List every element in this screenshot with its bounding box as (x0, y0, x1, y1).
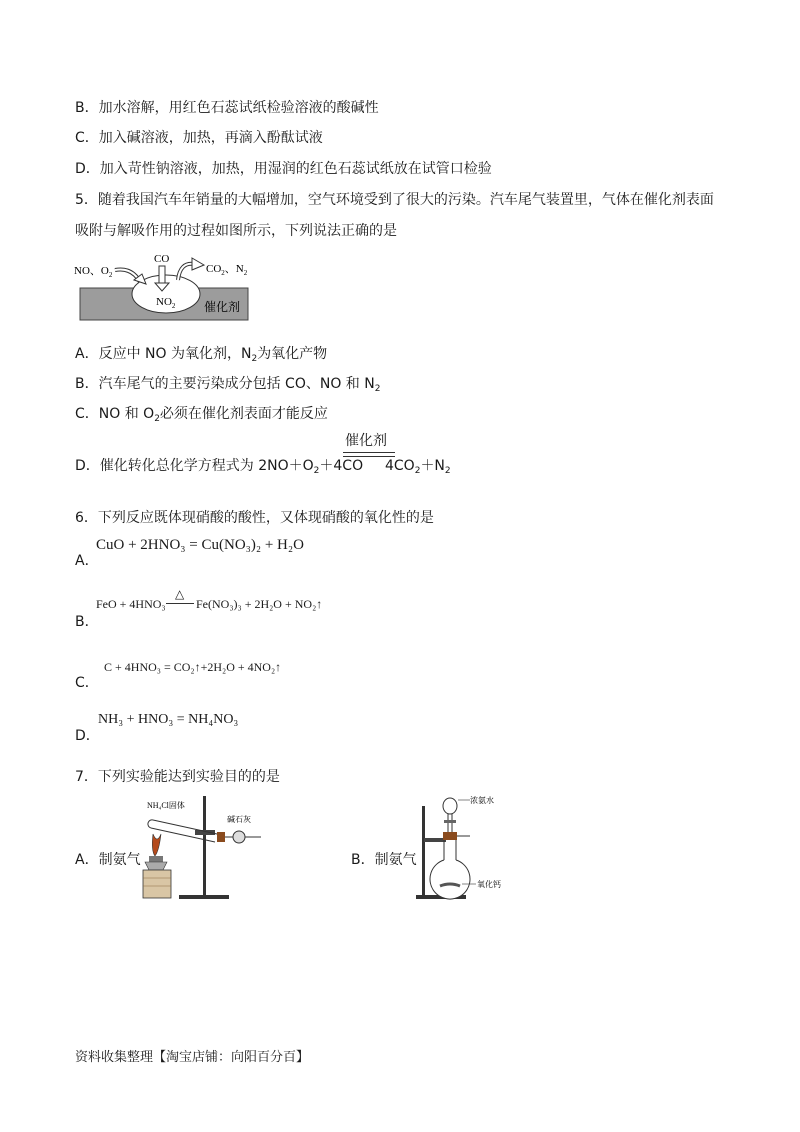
q6-option-b-lhs: FeO + 4HNO₃ (96, 597, 166, 611)
fig-adsorbed: $NO_2$ (156, 296, 176, 310)
fig-in-gas: NO、$O_2$ (74, 265, 113, 279)
q5-option-b: B．汽车尾气的主要污染成分包括 CO、NO 和 $N_2$ (75, 376, 381, 394)
q6-stem: 6．下列反应既体现硝酸的酸性，又体现硝酸的氧化性的是 (75, 510, 434, 526)
q6-option-b-line (166, 603, 194, 604)
q5-stem-line2: 吸附与解吸作用的过程如图所示，下列说法正确的是 (75, 223, 397, 239)
q6-option-c-equation: C + 4HNO₃ = CO₂↑+2H₂O + 4NO₂↑ (104, 660, 282, 674)
q6-option-d-label: D． (75, 728, 100, 744)
q7-b-funnel-label: 浓氨水 (470, 796, 494, 805)
q7-b-apparatus (410, 790, 530, 904)
q5-stem-line1: 5．随着我国汽车年销量的大幅增加，空气环境受到了很大的污染。汽车尾气装置里，气体在催化剂表面 (75, 192, 714, 208)
q7-option-b-label: B．制氨气 (351, 852, 417, 868)
option-b-prev: B．加水溶解，用红色石蕊试纸检验溶液的酸碱性 (75, 100, 379, 116)
fig-co: CO (154, 253, 170, 265)
q6-option-a-label: A． (75, 553, 99, 569)
option-d-prev: D．加入苛性钠溶液，加热，用湿润的红色石蕊试纸放在试管口检验 (75, 161, 492, 177)
option-c-prev: C．加入碱溶液，加热，再滴入酚酞试液 (75, 130, 323, 146)
q5-d-product: $4CO_2+N_2$ (385, 458, 451, 476)
q5-d-condition: 催化剂 (345, 433, 387, 449)
fig-out-gas: $CO_2$、$N_2$ (206, 263, 248, 277)
q7-b-solid-label: 氧化钙 (477, 880, 501, 889)
q7-a-reagent: NH₄Cl固体 (147, 801, 185, 810)
q5-option-a: A．反应中 NO 为氧化剂，$N_2$为氧化产物 (75, 346, 328, 364)
q6-option-a-equation: CuO + 2HNO₃ = Cu(NO₃)₂ + H₂O (96, 537, 304, 553)
fig-catalyst: 催化剂 (204, 300, 241, 314)
q5-option-c: C．NO 和 $O_2$必须在催化剂表面才能反应 (75, 406, 328, 424)
q6-option-b-condition: △ (175, 587, 185, 601)
q6-option-b-label: B． (75, 614, 99, 630)
q7-stem: 7．下列实验能达到实验目的的是 (75, 769, 280, 785)
q6-option-b-rhs: Fe(NO₃)₃ + 2H₂O + NO₂↑ (196, 597, 323, 611)
q7-option-a-label: A．制氨气 (75, 852, 141, 868)
catalyst-adsorption-figure (70, 250, 260, 325)
q7-a-tube-label: 碱石灰 (227, 815, 251, 824)
q7-a-apparatus (135, 796, 275, 904)
q6-option-c-label: C． (75, 675, 99, 691)
q5-option-d: D．催化转化总化学方程式为 $2NO+O_2+4CO$ (75, 458, 364, 476)
page-footer: 资料收集整理【淘宝店铺：向阳百分百】 (75, 1050, 310, 1065)
q6-option-d-equation: NH₃ + HNO₃ = NH₄NO₃ (98, 712, 239, 727)
